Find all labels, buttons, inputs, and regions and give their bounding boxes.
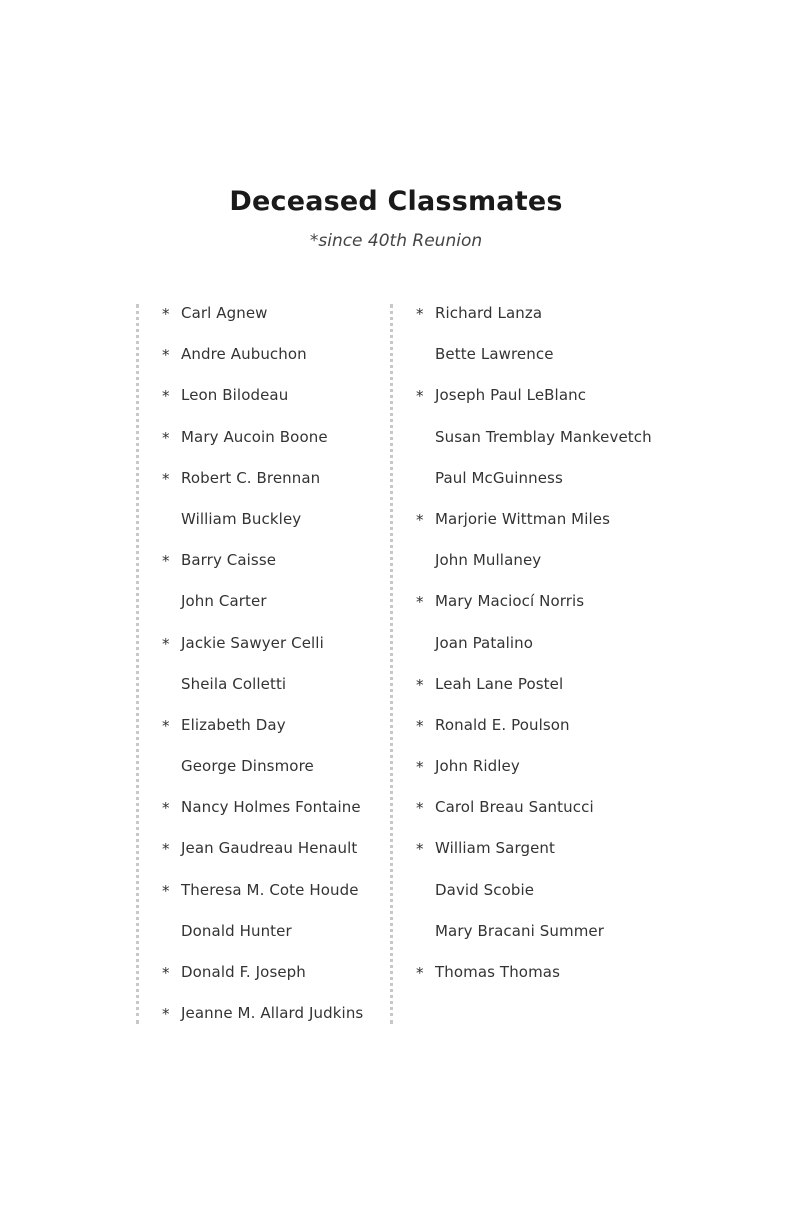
classmate-list-item xyxy=(139,428,389,469)
classmate-name: Donald F. Joseph xyxy=(181,963,306,981)
since-reunion-asterisk-icon: * xyxy=(416,964,424,982)
classmate-name: Sheila Colletti xyxy=(181,674,287,693)
classmate-name: Joan Patalino xyxy=(435,633,534,652)
classmate-list-item xyxy=(393,427,652,469)
classmate-name: Mary Aucoin Boone xyxy=(181,427,328,446)
classmate-name: Jean Gaudreau Henault xyxy=(181,839,358,858)
since-reunion-asterisk-icon: * xyxy=(416,799,424,818)
classmate-name: Carl Agnew xyxy=(181,304,268,322)
page-title: Deceased Classmates xyxy=(229,186,563,217)
classmate-name: Barry Caisse xyxy=(181,551,277,570)
classmate-name: John Carter xyxy=(181,592,267,611)
classmate-name: Leah Lane Postel xyxy=(435,674,564,693)
classmate-list-item xyxy=(139,716,389,757)
classmate-list-item xyxy=(139,1004,389,1045)
classmate-list-item xyxy=(393,839,643,880)
classmate-name: Elizabeth Day xyxy=(181,715,286,734)
classmate-name: Marjorie Wittman Miles xyxy=(435,509,611,528)
classmate-list-item xyxy=(139,839,389,880)
classmate-name: Mary Maciocí Norris xyxy=(435,592,585,611)
classmate-name: Jackie Sawyer Celli xyxy=(181,633,324,652)
classmate-list-item xyxy=(139,386,389,427)
classmate-name: Theresa M. Cote Houde xyxy=(181,880,359,899)
classmate-list-item xyxy=(139,963,389,1004)
classmate-name: Richard Lanza xyxy=(435,304,543,322)
classmate-list-item xyxy=(393,881,643,922)
classmate-name: Bette Lawrence xyxy=(435,345,554,364)
classmate-list-item xyxy=(393,963,643,1004)
classmate-name: David Scobie xyxy=(435,880,535,899)
classmate-list-item xyxy=(393,510,643,551)
classmate-list-item xyxy=(139,345,389,386)
classmate-list-item xyxy=(393,386,643,427)
since-reunion-asterisk-icon: * xyxy=(162,469,170,488)
classmate-name: John Mullaney xyxy=(435,551,542,570)
classmate-list-item xyxy=(393,304,643,345)
since-reunion-asterisk-icon: * xyxy=(162,387,170,406)
since-reunion-asterisk-icon: * xyxy=(416,840,424,859)
classmate-name: Mary Bracani Summer xyxy=(435,921,605,940)
classmate-name: Ronald E. Poulson xyxy=(435,715,570,734)
classmate-name: Carol Breau Santucci xyxy=(435,798,594,817)
classmate-list-item xyxy=(393,922,643,963)
classmate-list-item xyxy=(393,675,643,716)
since-reunion-asterisk-icon: * xyxy=(416,675,424,694)
classmate-list-item xyxy=(139,881,389,922)
classmate-list-item xyxy=(139,634,389,675)
since-reunion-asterisk-icon: * xyxy=(416,387,424,406)
classmate-name: Paul McGuinness xyxy=(435,468,563,487)
classmate-name: William Buckley xyxy=(181,509,302,528)
classmate-name: Thomas Thomas xyxy=(435,963,560,981)
classmate-name: Susan Tremblay Mankevetch xyxy=(435,427,652,446)
since-reunion-asterisk-icon: * xyxy=(162,1005,170,1024)
classmate-list-item xyxy=(139,757,389,798)
classmate-list-item xyxy=(139,510,389,551)
since-reunion-asterisk-icon: * xyxy=(162,881,170,900)
since-reunion-asterisk-icon: * xyxy=(416,716,424,735)
classmate-list-item xyxy=(393,757,643,798)
classmate-name: Joseph Paul LeBlanc xyxy=(435,386,587,405)
since-reunion-asterisk-icon: * xyxy=(162,552,170,571)
classmate-list-item xyxy=(393,551,643,592)
since-reunion-asterisk-icon: * xyxy=(162,964,170,982)
classmate-list-item xyxy=(139,551,389,592)
classmate-list-item xyxy=(393,469,643,510)
classmate-list-item xyxy=(139,304,389,345)
since-reunion-asterisk-icon: * xyxy=(416,758,424,777)
classmate-name: Andre Aubuchon xyxy=(181,345,307,364)
since-reunion-asterisk-icon: * xyxy=(162,634,170,653)
classmate-list-item xyxy=(139,922,389,963)
classmate-name: George Dinsmore xyxy=(181,757,314,776)
classmate-list-item xyxy=(393,634,643,675)
since-reunion-asterisk-icon: * xyxy=(162,428,170,447)
classmate-name: Leon Bilodeau xyxy=(181,386,289,405)
since-reunion-asterisk-icon: * xyxy=(416,305,424,323)
classmate-name: Jeanne M. Allard Judkins xyxy=(181,1004,364,1023)
since-reunion-asterisk-icon: * xyxy=(416,510,424,529)
since-reunion-asterisk-icon: * xyxy=(162,305,170,323)
classmate-name: John Ridley xyxy=(435,757,520,776)
classmate-list-item xyxy=(393,798,643,839)
page-subtitle: *since 40th Reunion xyxy=(309,231,483,251)
classmate-name: Donald Hunter xyxy=(181,921,292,940)
since-reunion-asterisk-icon: * xyxy=(162,716,170,735)
classmate-list-item xyxy=(393,592,643,633)
classmate-list-item xyxy=(139,469,389,510)
classmate-list-item xyxy=(139,592,389,633)
classmate-list-item xyxy=(139,675,389,716)
classmates-column-left xyxy=(136,304,389,1024)
since-reunion-asterisk-icon: * xyxy=(162,346,170,365)
classmate-name: William Sargent xyxy=(435,839,555,858)
classmates-column-right xyxy=(390,304,652,1024)
classmate-list-item xyxy=(393,716,643,757)
since-reunion-asterisk-icon: * xyxy=(162,799,170,818)
classmate-list-item xyxy=(393,345,643,386)
since-reunion-asterisk-icon: * xyxy=(416,593,424,612)
classmate-name: Robert C. Brennan xyxy=(181,468,321,487)
classmate-list-item xyxy=(139,798,389,839)
since-reunion-asterisk-icon: * xyxy=(162,840,170,859)
classmate-name: Nancy Holmes Fontaine xyxy=(181,798,361,817)
